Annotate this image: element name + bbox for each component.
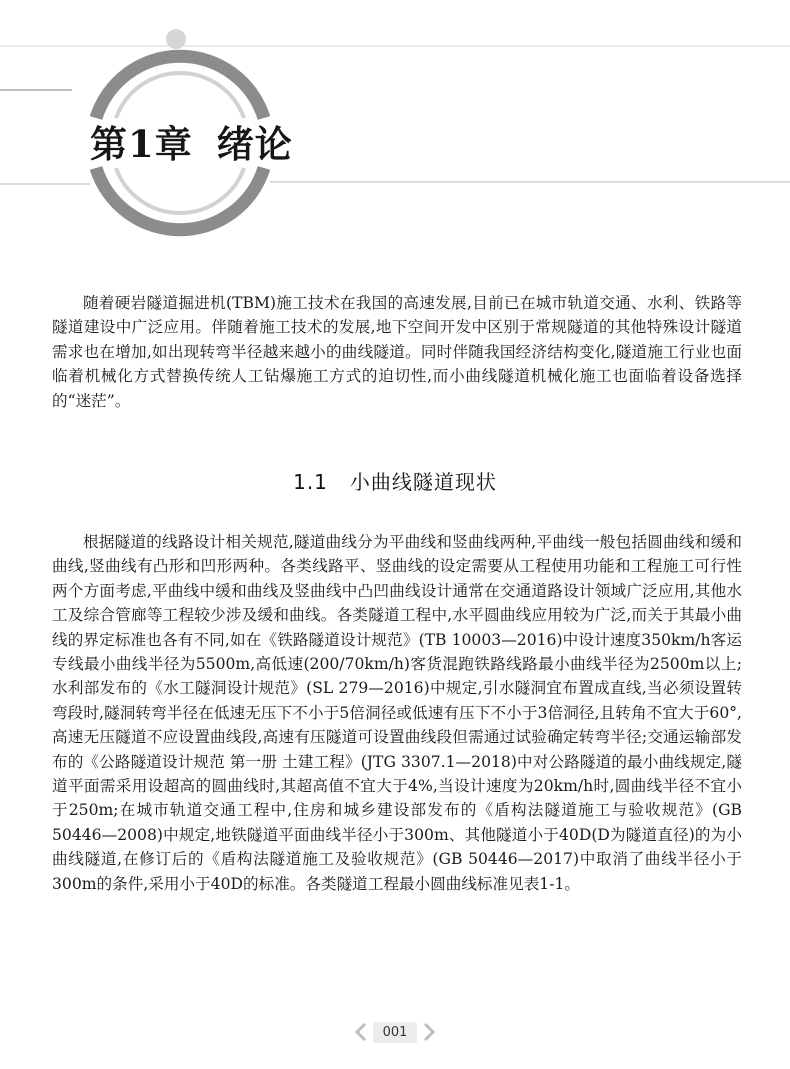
section-heading (0, 466, 790, 495)
chapter-name: 绪论 (216, 122, 293, 166)
chevron-right-icon (423, 1022, 437, 1042)
chevron-left-icon (353, 1022, 367, 1042)
header-ring-inner (116, 73, 244, 118)
page-number: 001 (373, 1022, 418, 1043)
header-ring-lower-inner (116, 168, 244, 213)
intro-paragraph: 随着硬岩隧道掘进机(TBM)施工技术在我国的高速发展,目前已在城市轨道交通、水利、铁路等隧道建设中广泛应用。伴随着施工技术的发展,地下空间开发中区别于常规隧道的其他特殊设计隧道需求也在增加,如出现转弯半径越来越小的曲线隧道。同时伴随我国经济结构变化,隧道施工行业也面临着机械化方式替换传统人工钻爆施工方式的迫切性,而小曲线隧道机械化施工也面临着设备选择的“迷茫”。 (52, 294, 742, 410)
page-footer (0, 1016, 790, 1048)
section-number: 1.1 (293, 470, 328, 494)
section-paragraph: 根据隧道的线路设计相关规范,隧道曲线分为平曲线和竖曲线两种,平曲线一般包括圆曲线和缓和曲线,竖曲线有凸形和凹形两种。各类线路平、竖曲线的设定需要从工程使用功能和工程施工可行性两个方面考虑,平曲线中缓和曲线及竖曲线中凸凹曲线设计通常在交通道路设计领域广泛应用,其他水工及综合管廊等工程较少涉及缓和曲线。各类隧道工程中,水平圆曲线应用较为广泛,而关于其最小曲线的界定标准也各有不同,如在《铁路隧道设计规范》(TB 10003—2016)中设计速度350km/h客运专线最小曲线半径为5500m,高低速(200/70km/h)客货混跑铁路线路最小曲线半径为2500m以上;水利部发布的《水工隧洞设计规范》(SL 279—2016)中规定,引水隧洞宜布置成直线,当必须设置转弯段时,隧洞转弯半径在低速无压下不小于5倍洞径或低速有压下不小于3倍洞径,且转角不宜大于60°,高速无压隧道不应设置曲线段,高速有压隧道可设置曲线段但需通过试验确定转弯半径;交通运输部发布的《公路隧道设计规范 第一册 土建工程》(JTG 3307.1—2018)中对公路隧道的最小曲线规定,隧道平面需采用设超高的圆曲线时,其超高值不宜大于4%,当设计速度为20km/h时,圆曲线半径不宜小于250m;在城市轨道交通工程中,住房和城乡建设部发布的《盾构法隧道施工与验收规范》(GB 50446—2008)中规定,地铁隧道平面曲线半径小于300m、其他隧道小于40D(D为隧道直径)的为小曲线隧道,在修订后的《盾构法隧道施工及验收规范》(GB 50446—2017)中取消了曲线半径小于300m的条件,采用小于40D的标准。各类隧道工程最小圆曲线标准见表1-1。 (52, 533, 742, 893)
chapter-number: 第1章 (90, 122, 193, 166)
header-dot (166, 29, 186, 49)
section-title: 小曲线隧道现状 (349, 470, 497, 494)
chapter-title (90, 114, 293, 168)
